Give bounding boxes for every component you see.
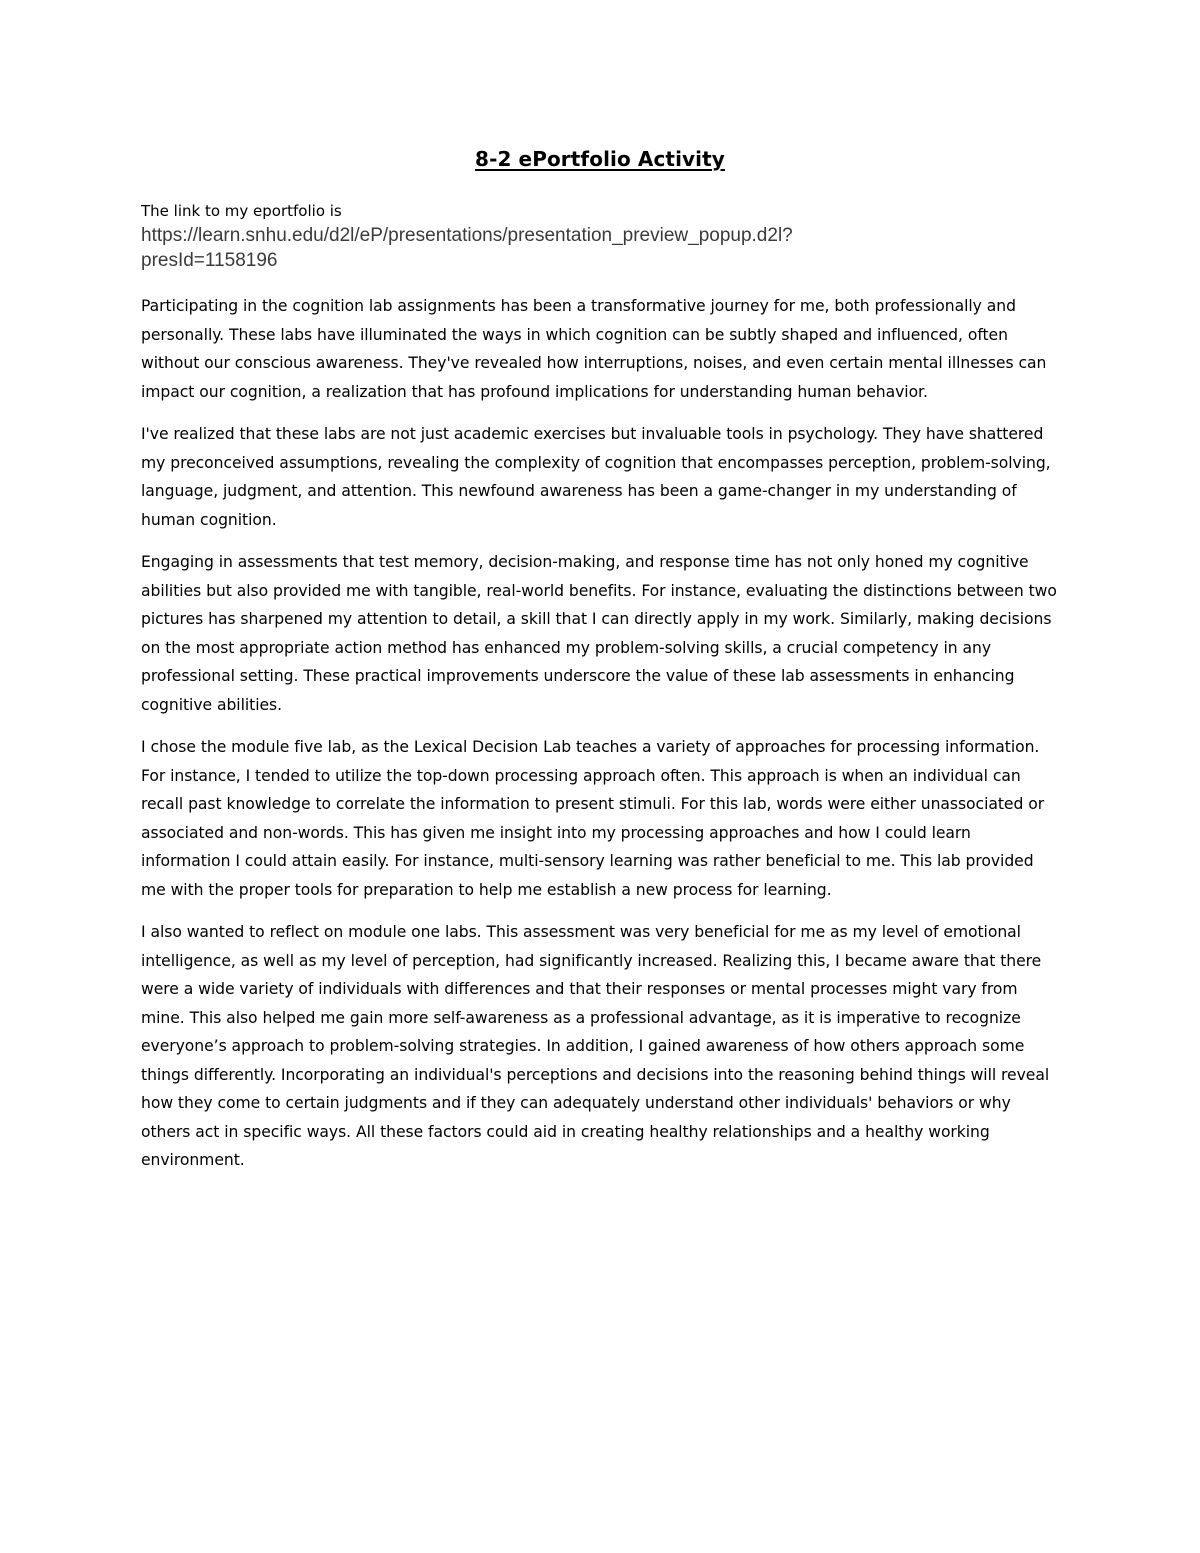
eportfolio-link-line-2[interactable]: presId=1158196	[141, 250, 278, 271]
document-page	[141, 144, 1059, 1189]
eportfolio-link-block	[141, 200, 1059, 273]
paragraph-5: I also wanted to reflect on module one labs. This assessment was very beneficial for me as my level of emotional intelligence, as well as my level of perception, had significantly increased. Realizing this, I became aware that there were a wide variety of individuals with differences and that their responses or mental processes might vary from mine. This also helped me gain more self-awareness as a professional advantage, as it is imperative to recognize everyone’s approach to problem-solving strategies. In addition, I gained awareness of how others approach some things differently. Incorporating an individual's perceptions and decisions into the reasoning behind things will reveal how they come to certain judgments and if they can adequately understand other individuals' behaviors or why others act in specific ways. All these factors could aid in creating healthy relationships and a healthy working environment.	[141, 923, 1050, 1169]
paragraph-4: I chose the module five lab, as the Lexical Decision Lab teaches a variety of approaches for processing information. For instance, I tended to utilize the top-down processing approach often. This approach is when an individual can recall past knowledge to correlate the information to present stimuli. For this lab, words were either unassociated or associated and non-words. This has given me insight into my processing approaches and how I could learn information I could attain easily. For instance, multi-sensory learning was rather beneficial to me. This lab provided me with the proper tools for preparation to help me establish a new process for learning.	[141, 738, 1045, 899]
paragraph-1: Participating in the cognition lab assignments has been a transformative journey for me, both professionally and personally. These labs have illuminated the ways in which cognition can be subtly shaped and influenced, often without our conscious awareness. They've revealed how interruptions, noises, and even certain mental illnesses can impact our cognition, a realization that has profound implications for understanding human behavior.	[141, 297, 1047, 401]
document-title: 8-2 ePortfolio Activity	[475, 147, 725, 171]
paragraph-3: Engaging in assessments that test memory, decision-making, and response time has not only honed my cognitive abilities but also provided me with tangible, real-world benefits. For instance, evaluating the distinctions between two pictures has sharpened my attention to detail, a skill that I can directly apply in my work. Similarly, making decisions on the most appropriate action method has enhanced my problem-solving skills, a crucial competency in any professional setting. These practical improvements underscore the value of these lab assessments in enhancing cognitive abilities.	[141, 553, 1057, 714]
eportfolio-link-line-1[interactable]: https://learn.snhu.edu/d2l/eP/presentations/presentation_preview_popup.d2l?	[141, 225, 793, 246]
paragraph-2: I've realized that these labs are not just academic exercises but invaluable tools in psychology. They have shattered my preconceived assumptions, revealing the complexity of cognition that encompasses perception, problem-solving, language, judgment, and attention. This newfound awareness has been a game-changer in my understanding of human cognition.	[141, 425, 1051, 529]
eportfolio-link[interactable]	[141, 223, 1059, 273]
link-intro-text: The link to my eportfolio is	[141, 202, 342, 220]
